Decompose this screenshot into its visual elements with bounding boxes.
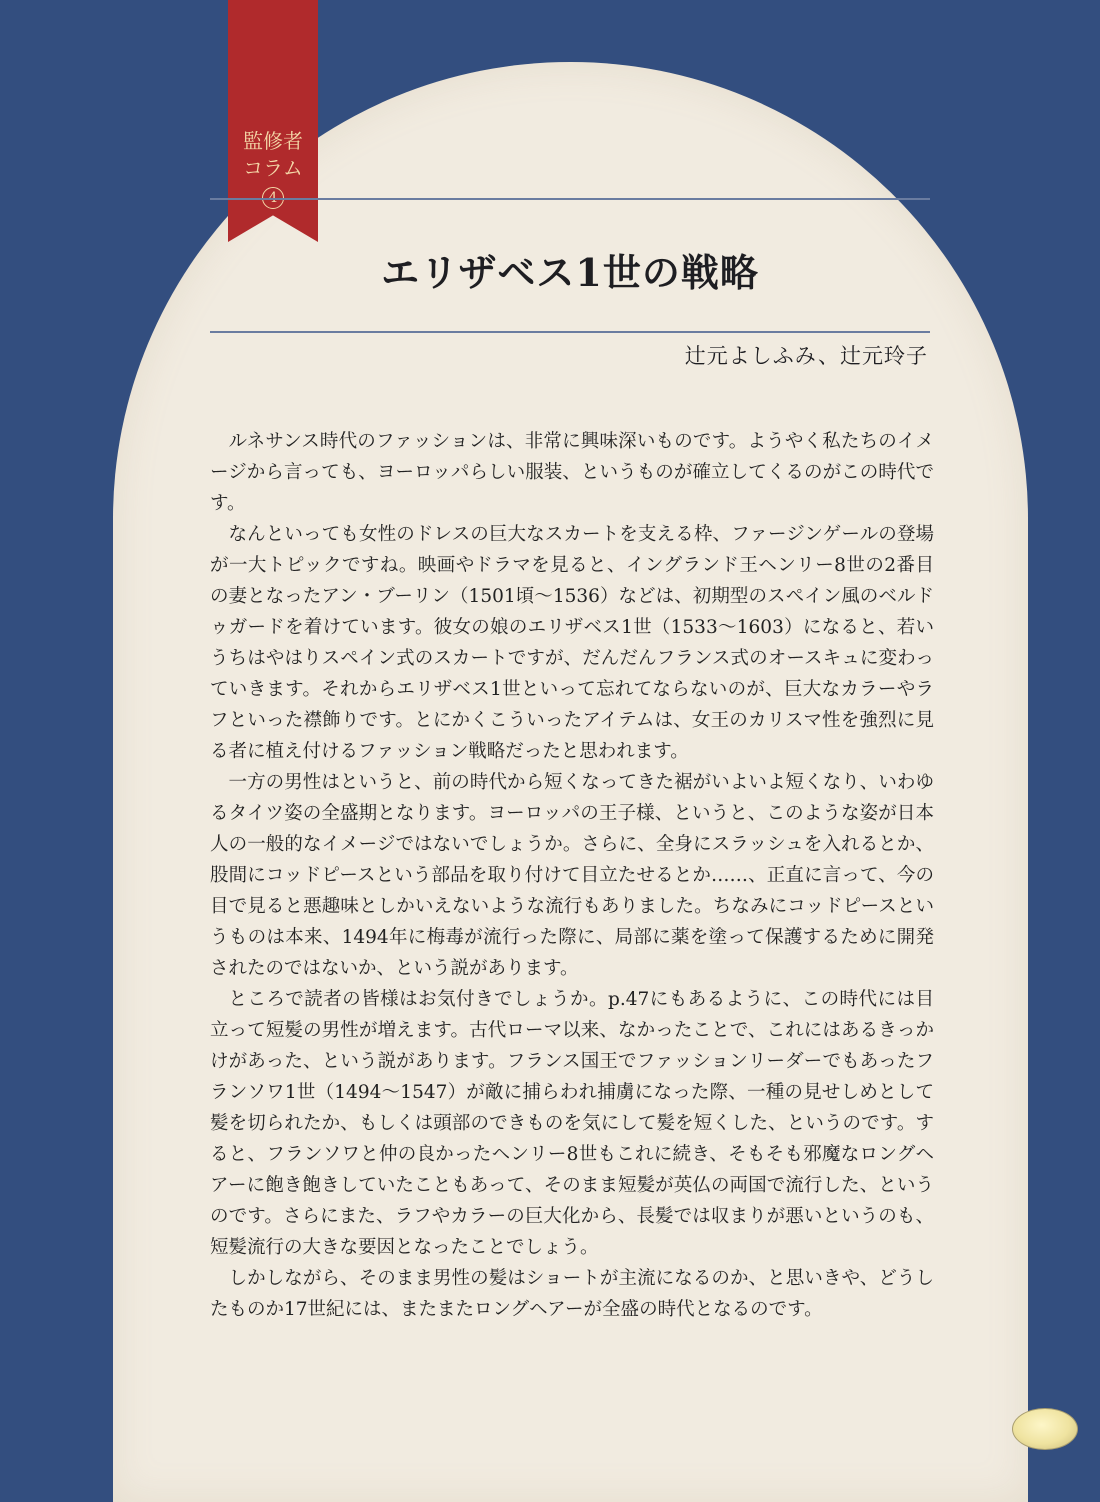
paragraph-1: ルネサンス時代のファッションは、非常に興味深いものです。ようやく私たちのイメージから言っても、ヨーロッパらしい服装、というものが確立してくるのがこの時代です。	[210, 431, 934, 514]
title-rule-bottom	[210, 331, 930, 333]
paragraph-5: しかしながら、そのまま男性の髪はショートが主流になるのか、と思いきや、どうしたものか17世紀には、またまたロングヘアーが全盛の時代となるのです。	[210, 1268, 934, 1320]
paragraph-3: 一方の男性はというと、前の時代から短くなってきた裾がいよいよ短くなり、いわゆるタイツ姿の全盛期となります。ヨーロッパの王子様、というと、このような姿が日本人の一般的なイメージではないでしょうか。さらに、全身にスラッシュを入れるとか、股間にコッドピースという部品を取り付けて目立たせるとか……、正直に言って、今の目で見ると悪趣味としかいえないような流行もありました。ちなみにコッドピースというものは本来、1494年に梅毒が流行った際に、局部に薬を塗って保護するために開発されたのではないか、という説があります。	[210, 772, 934, 979]
page-title: エリザベス1世の戦略	[381, 250, 759, 295]
title-rule-top	[210, 198, 930, 200]
ribbon-line-1: 監修者	[243, 129, 303, 153]
decorative-blob	[1012, 1408, 1078, 1450]
paragraph-4: ところで読者の皆様はお気付きでしょうか。p.47にもあるように、この時代には目立って短髪の男性が増えます。古代ローマ以来、なかったことで、これにはあるきっかけがあった、という説があります。フランス国王でファッションリーダーでもあったフランソワ1世（1494〜1547）が敵に捕らわれ捕虜になった際、一種の見せしめとして髪を切られたか、もしくは頭部のできものを気にして髪を短くした、というのです。すると、フランソワと仲の良かったヘンリー8世もこれに続き、そもそも邪魔なロングヘアーに飽き飽きしていたこともあって、そのまま短髪が英仏の両国で流行した、というのです。さらにまた、ラフやカラーの巨大化から、長髪では収まりが悪いというのも、短髪流行の大きな要因となったことでしょう。	[210, 989, 934, 1258]
authors: 辻元よしふみ、辻元玲子	[684, 344, 928, 368]
article-body	[210, 426, 934, 1325]
ribbon-line-2: コラム	[243, 156, 303, 180]
ribbon-label	[228, 128, 318, 209]
paragraph-2: なんといっても女性のドレスの巨大なスカートを支える枠、ファージンゲールの登場が一大トピックですね。映画やドラマを見ると、イングランド王ヘンリー8世の2番目の妻となったアン・ブーリン（1501頃〜1536）などは、初期型のスペイン風のベルドゥガードを着けています。彼女の娘のエリザベス1世（1533〜1603）になると、若いうちはやはりスペイン式のスカートですが、だんだんフランス式のオースキュに変わっていきます。それからエリザベス1世といって忘れてならないのが、巨大なカラーやラフといった襟飾りです。とにかくこういったアイテムは、女王のカリスマ性を強烈に見る者に植え付けるファッション戦略だったと思われます。	[210, 524, 934, 762]
